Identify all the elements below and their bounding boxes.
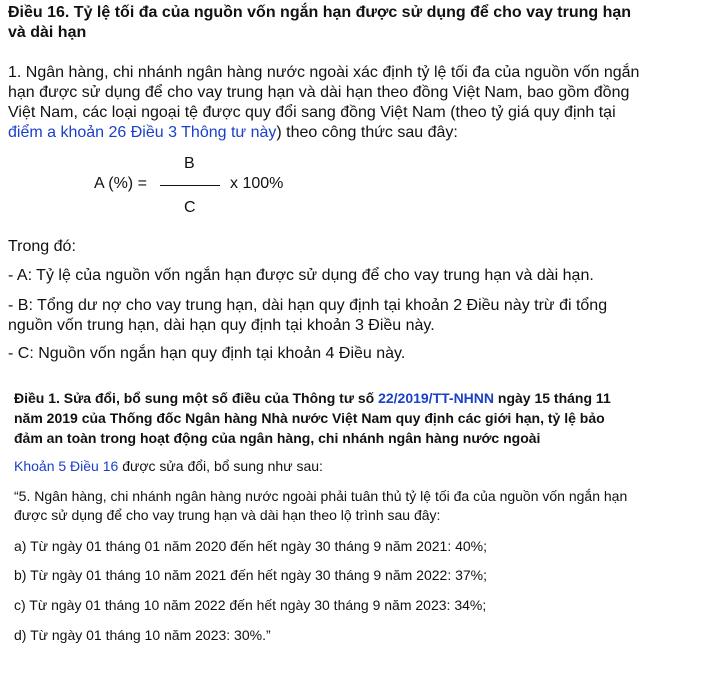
roadmap-item-a: a) Từ ngày 01 tháng 01 năm 2020 đến hết ngày 30 tháng 9 năm 2021: 40%; — [14, 538, 488, 554]
where-label: Trong đó: — [8, 238, 76, 255]
definition-b-line-1: - B: Tổng dư nợ cho vay trung hạn, dài hạn quy định tại khoản 2 Điều này trừ đi tổng — [8, 297, 608, 314]
definition-c: - C: Nguồn vốn ngắn hạn quy định tại khoản 4 Điều này. — [8, 345, 406, 362]
circular-22-2019-link[interactable]: 22/2019/TT-NHNN — [378, 390, 495, 406]
article-16-title-line-2: và dài hạn — [8, 24, 87, 41]
roadmap-item-c: c) Từ ngày 01 tháng 10 năm 2022 đến hết ngày 30 tháng 9 năm 2023: 34%; — [14, 597, 487, 613]
quote-line-1: “5. Ngân hàng, chi nhánh ngân hàng nước ngoài phải tuân thủ tỷ lệ tối đa của nguồn vốn ngắn hạn — [14, 488, 628, 504]
amendment-title-line-2: năm 2019 của Thống đốc Ngân hàng Nhà nước Việt Nam quy định các giới hạn, tỷ lệ bảo — [14, 410, 605, 426]
paragraph-line-text: ) theo công thức sau đây: — [276, 124, 458, 141]
amendment-title-line-1 — [14, 388, 611, 408]
formula-rhs: x 100% — [230, 175, 284, 192]
amendment-title-line-3: đảm an toàn trong hoạt động của ngân hàng, chi nhánh ngân hàng nước ngoài — [14, 430, 541, 446]
formula-lhs: A (%) = — [94, 175, 147, 192]
paragraph-line: Việt Nam, các loại ngoại tệ được quy đổi sang đồng Việt Nam (theo tỷ giá quy định tại — [8, 104, 616, 121]
formula-numerator: B — [184, 155, 195, 172]
paragraph-line: 1. Ngân hàng, chi nhánh ngân hàng nước ngoài xác định tỷ lệ tối đa của nguồn vốn ngắn — [8, 64, 640, 81]
amendment-quote — [14, 487, 627, 525]
definition-b-line-2: nguồn vốn trung hạn, dài hạn quy định tại khoản 3 Điều này. — [8, 317, 435, 334]
amendment-intro — [14, 457, 323, 476]
definition-a: - A: Tỷ lệ của nguồn vốn ngắn hạn được sử dụng để cho vay trung hạn và dài hạn. — [8, 267, 594, 284]
ratio-formula — [94, 150, 314, 220]
paragraph-line — [8, 123, 639, 143]
fraction-bar — [160, 185, 220, 186]
paragraph-line: hạn được sử dụng để cho vay trung hạn và dài hạn theo đồng Việt Nam, bao gồm đồng — [8, 84, 630, 101]
article-16-title — [8, 3, 631, 43]
definition-b — [8, 296, 607, 336]
amendment-title — [14, 388, 611, 448]
reference-link-point-a-clause-26[interactable]: điểm a khoản 26 Điều 3 Thông tư này — [8, 124, 277, 141]
amendment-intro-text: được sửa đổi, bổ sung như sau: — [118, 458, 323, 474]
article-16-paragraph-1 — [8, 63, 639, 143]
formula-denominator: C — [184, 199, 196, 216]
clause-5-article-16-link[interactable]: Khoản 5 Điều 16 — [14, 458, 119, 474]
amendment-title-text: ngày 15 tháng 11 — [494, 390, 611, 406]
quote-line-2: được sử dụng để cho vay trung hạn và dài hạn theo lộ trình sau đây: — [14, 507, 441, 523]
article-16-title-line-1: Điều 16. Tỷ lệ tối đa của nguồn vốn ngắn hạn được sử dụng để cho vay trung hạn — [8, 4, 632, 21]
roadmap-item-b: b) Từ ngày 01 tháng 10 năm 2021 đến hết ngày 30 tháng 9 năm 2022: 37%; — [14, 567, 488, 583]
amendment-title-text: Điều 1. Sửa đổi, bổ sung một số điều của Thông tư số — [14, 390, 379, 406]
roadmap-item-d: d) Từ ngày 01 tháng 10 năm 2023: 30%.” — [14, 627, 271, 643]
